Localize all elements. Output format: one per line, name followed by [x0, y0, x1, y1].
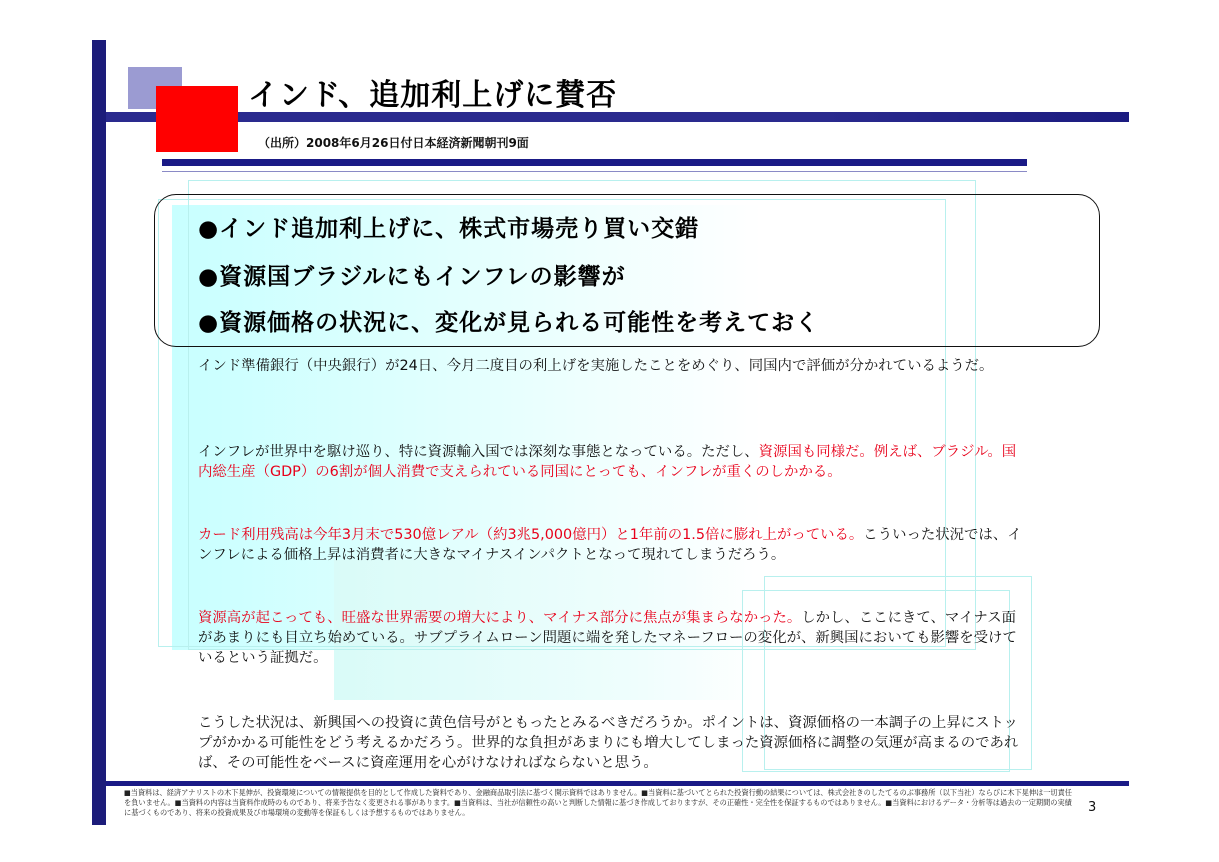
- paragraph-text: こういった状況では、インフレによる価格上昇は消費者に大きなマイナスインパクトとなって現れてしまうだろう。: [198, 527, 1022, 563]
- title-decoration-red-square: [156, 86, 238, 152]
- summary-bullet: ●資源価格の状況に、変化が見られる可能性を考えておく: [198, 310, 820, 336]
- body-paragraph: [198, 525, 1028, 565]
- slide-title: インド、追加利上げに賛否: [248, 78, 618, 113]
- source-divider-thin: [162, 171, 1027, 172]
- footer-divider: [106, 781, 1129, 786]
- highlighted-text: 資源国も同様だ。例えば、ブラジル。国内総生産（GDP）の6割が個人消費で支えられている同国にとっても、インフレが重くのしかかる。: [198, 444, 1017, 480]
- summary-bullet: ●インド追加利上げに、株式市場売り買い交錯: [198, 216, 700, 242]
- paragraph-text: こうした状況は、新興国への投資に黄色信号がともったとみるべきだろうか。ポイントは、資源価格の一本調子の上昇にストップがかかる可能性をどう考えるかだろう。世界的な負担があまりにも増大してしまった資源価格に調整の気運が高まるのであれば、その可能性をベースに資産運用を心がけなければならないと思う。: [198, 715, 1019, 771]
- left-vertical-bar: [92, 40, 106, 825]
- highlighted-text: カード利用残高は今年3月末で530億レアル（約3兆5,000億円）と1年前の1.5倍に膨れ上がっている。: [198, 527, 864, 543]
- body-paragraph: [198, 608, 1028, 668]
- footer-disclaimer: ■当資料は、経済アナリストの木下晃伸が、投資環境についての情報提供を目的として作成した資料であり、金融商品取引法に基づく開示資料ではありません。■当資料に基づいてとられた投資行動の結果については、株式会社きのしたてるのぶ事務所（以下当社）ならびに木下晃伸は一切責任を負いません。■当資料の内容は当資料作成時のものであり、将来予告なく変更される事があります。■当資料は、当社が信頼性の高いと判断した情報に基づき作成しておりますが、その正確性・完全性を保証するものではありません。■当資料におけるデータ・分析等は過去の一定期間の実績に基づくものであり、将来の投資成果及び市場環境の変動等を保証もしくは予想するものではありません。: [124, 788, 1072, 817]
- page-number: 3: [1088, 800, 1097, 815]
- source-divider-thick: [162, 159, 1027, 166]
- source-citation: （出所）2008年6月26日付日本経済新聞朝刊9面: [258, 136, 529, 150]
- paragraph-text: しかし、ここにきて、マイナス面があまりにも目立ち始めている。サブプライムローン問題に端を発したマネーフローの変化が、新興国においても影響を受けているという証拠だ。: [198, 610, 1017, 666]
- body-paragraph: [198, 442, 1028, 482]
- paragraph-text: インフレが世界中を駆け巡り、特に資源輸入国では深刻な事態となっている。ただし、: [198, 444, 759, 460]
- summary-bullet: ●資源国ブラジルにもインフレの影響が: [198, 264, 626, 290]
- body-paragraph: [198, 356, 1028, 376]
- highlighted-text: 資源高が起こっても、旺盛な世界需要の増大により、マイナス部分に焦点が集まらなかった。: [198, 610, 802, 626]
- paragraph-text: インド準備銀行（中央銀行）が24日、今月二度目の利上げを実施したことをめぐり、同国内で評価が分かれているようだ。: [198, 358, 994, 374]
- body-paragraph: [198, 713, 1028, 773]
